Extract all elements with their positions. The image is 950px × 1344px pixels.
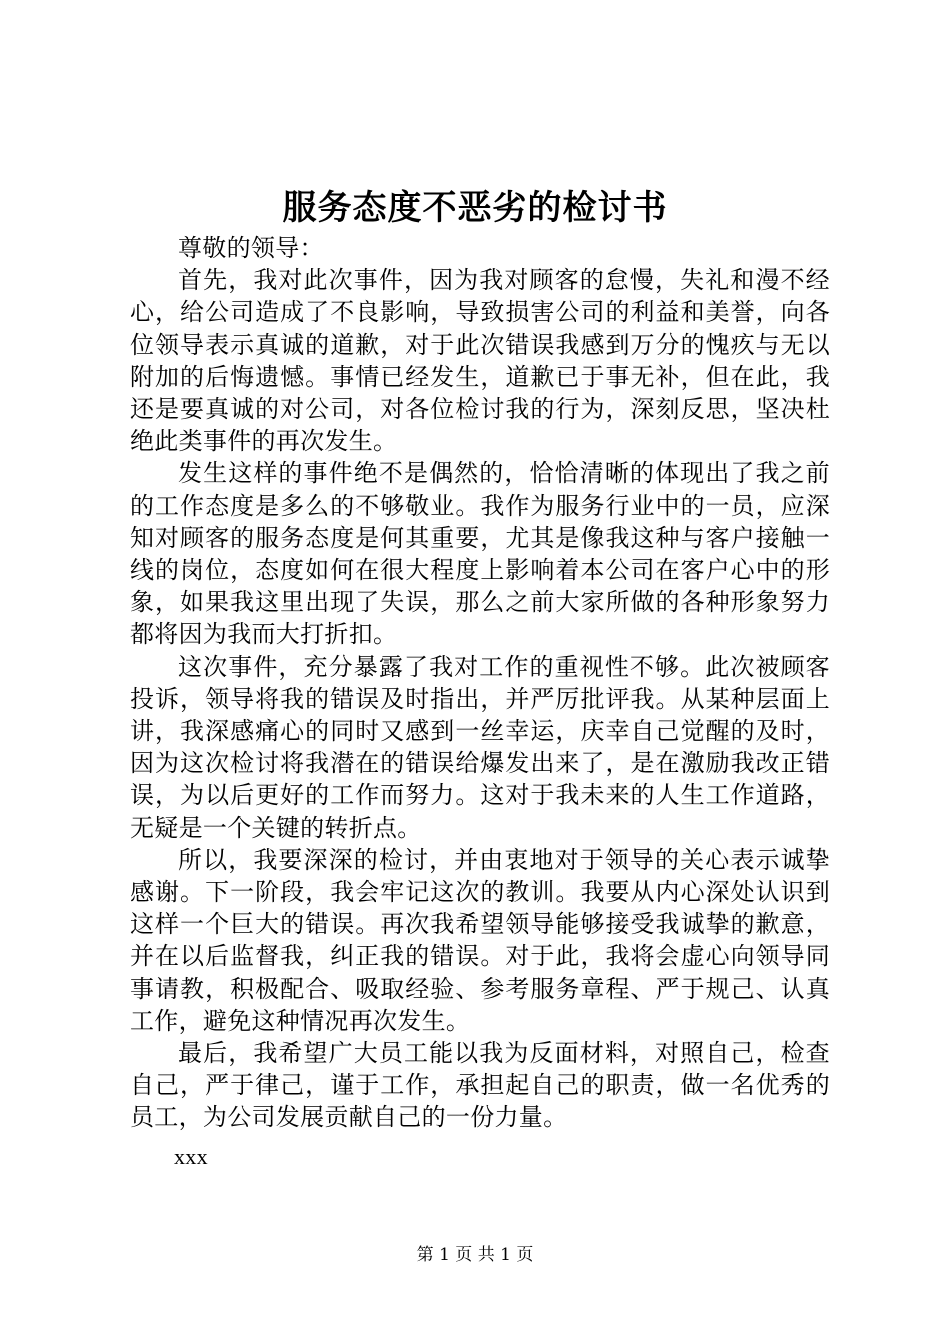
paragraph: 最后，我希望广大员工能以我为反面材料，对照自己，检查自己，严于律己，谨于工作，承担起自己的职责，做一名优秀的员工，为公司发展贡献自己的一份力量。 [130, 1039, 830, 1132]
document-body [130, 232, 830, 1180]
paragraph: 发生这样的事件绝不是偶然的，恰恰清晰的体现出了我之前的工作态度是多么的不够敬业。我作为服务行业中的一员，应深知对顾客的服务态度是何其重要，尤其是像我这种与客户接触一线的岗位，态度如何在很大程度上影响着本公司在客户心中的形象，如果我这里出现了失误，那么之前大家所做的各种形象努力都将因为我而大打折扣。 [130, 459, 830, 649]
paragraph: 所以，我要深深的检讨，并由衷地对于领导的关心表示诚挚感谢。下一阶段，我会牢记这次的教训。我要从内心深处认识到这样一个巨大的错误。再次我希望领导能够接受我诚挚的歉意，并在以后监督我，纠正我的错误。对于此，我将会虚心向领导同事请教，积极配合、吸取经验、参考服务章程、严于规己、认真工作，避免这种情况再次发生。 [130, 845, 830, 1035]
signature: xxx [174, 1143, 208, 1169]
salutation: 尊敬的领导： [178, 234, 324, 262]
page-footer: 第 1 页 共 1 页 [416, 1245, 534, 1265]
document-title: 服务态度不恶劣的检讨书 [282, 188, 668, 228]
paragraph: 首先，我对此次事件，因为我对顾客的怠慢，失礼和漫不经心，给公司造成了不良影响，导致损害公司的利益和美誉，向各位领导表示真诚的道歉，对于此次错误我感到万分的愧疚与无以附加的后悔遗憾。事情已经发生，道歉已于事无补，但在此，我还是要真诚的对公司，对各位检讨我的行为，深刻反思，坚决杜绝此类事件的再次发生。 [130, 266, 830, 456]
paragraph: 这次事件，充分暴露了我对工作的重视性不够。此次被顾客投诉，领导将我的错误及时指出，并严厉批评我。从某种层面上讲，我深感痛心的同时又感到一丝幸运，庆幸自己觉醒的及时，因为这次检讨将我潜在的错误给爆发出来了，是在激励我改正错误，为以后更好的工作而努力。这对于我未来的人生工作道路，无疑是一个关键的转折点。 [130, 652, 830, 842]
